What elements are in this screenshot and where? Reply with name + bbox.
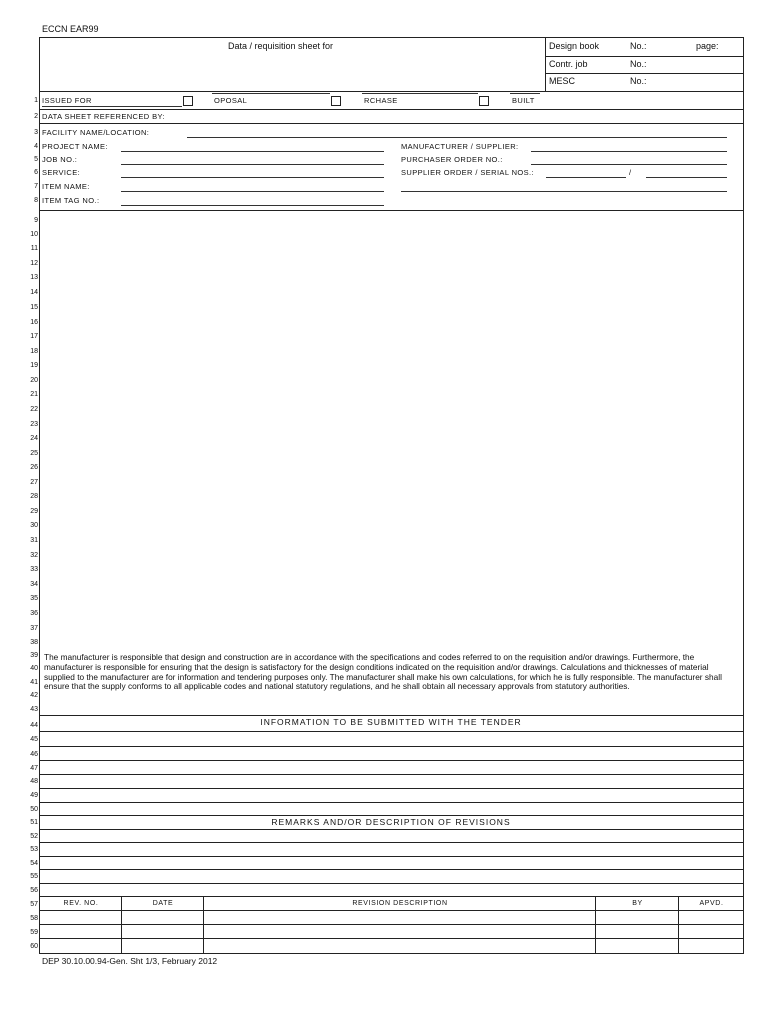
line-number: 15: [30, 304, 38, 311]
line-number: 54: [30, 860, 38, 867]
line-number: 21: [30, 391, 38, 398]
revision-description-header: REVISION DESCRIPTION: [352, 900, 448, 907]
line-number: 46: [30, 751, 38, 758]
line-number: 50: [30, 806, 38, 813]
project-name-field[interactable]: [121, 151, 384, 152]
line-number: 34: [30, 581, 38, 588]
line-number: 56: [30, 887, 38, 894]
line-number: 38: [30, 639, 38, 646]
manufacturer-field[interactable]: [531, 151, 727, 152]
date-header: DATE: [152, 900, 174, 907]
as-built-label: BUILT: [512, 96, 535, 105]
line-number: 14: [30, 289, 38, 296]
by-header: BY: [632, 900, 643, 907]
job-no-field[interactable]: [121, 164, 384, 165]
purchaser-order-label: PURCHASER ORDER NO.:: [401, 155, 503, 164]
line-number: 13: [30, 274, 38, 281]
line-number: 39: [30, 652, 38, 659]
line-number: 43: [30, 706, 38, 713]
item-tag-field[interactable]: [121, 205, 384, 206]
line-number: 3: [34, 129, 38, 136]
line-number: 41: [30, 679, 38, 686]
facility-label: FACILITY NAME/LOCATION:: [42, 128, 150, 137]
line-number: 29: [30, 508, 38, 515]
line-number: 30: [30, 522, 38, 529]
line-number: 27: [30, 479, 38, 486]
page-label: page:: [696, 41, 719, 51]
line-number: 10: [30, 231, 38, 238]
line-number: 44: [30, 722, 38, 729]
line-number: 4: [34, 143, 38, 150]
item-name-label: ITEM NAME:: [42, 182, 90, 191]
issued-for-label: ISSUED FOR: [42, 96, 92, 105]
mesc-label: MESC: [549, 76, 576, 86]
line-number: 22: [30, 406, 38, 413]
purchaser-order-field[interactable]: [531, 164, 727, 165]
project-name-label: PROJECT NAME:: [42, 142, 108, 151]
document-reference: DEP 30.10.00.94-Gen. Sht 1/3, February 2012: [42, 956, 218, 966]
design-book-no-label: No.:: [630, 41, 647, 51]
line-number: 60: [30, 943, 38, 950]
line-number: 49: [30, 792, 38, 799]
line-number: 36: [30, 610, 38, 617]
line-number: 53: [30, 846, 38, 853]
remarks-section-title: REMARKS AND/OR DESCRIPTION OF REVISIONS: [271, 817, 511, 827]
line-number: 40: [30, 665, 38, 672]
line-number: 52: [30, 833, 38, 840]
line-number: 20: [30, 377, 38, 384]
as-built-checkbox[interactable]: [479, 96, 489, 106]
contr-job-label: Contr. job: [549, 59, 588, 69]
line-number: 17: [30, 333, 38, 340]
proposal-checkbox[interactable]: [183, 96, 193, 106]
line-number: 33: [30, 566, 38, 573]
line-number: 8: [34, 197, 38, 204]
manufacturer-label: MANUFACTURER / SUPPLIER:: [401, 142, 519, 151]
line-number: 1: [34, 97, 38, 104]
tender-section-title: INFORMATION TO BE SUBMITTED WITH THE TENDER: [260, 717, 522, 727]
purchase-label: RCHASE: [364, 96, 398, 105]
data-sheet-ref-label: DATA SHEET REFERENCED BY:: [42, 112, 165, 121]
line-number: 57: [30, 901, 38, 908]
line-number: 35: [30, 595, 38, 602]
facility-field[interactable]: [187, 137, 727, 138]
job-no-label: JOB NO.:: [42, 155, 78, 164]
mesc-no-label: No.:: [630, 76, 647, 86]
line-number: 55: [30, 873, 38, 880]
service-label: SERVICE:: [42, 168, 81, 177]
supplier-order-field[interactable]: [546, 177, 626, 178]
line-number: 2: [34, 113, 38, 120]
serial-nos-field[interactable]: [646, 177, 727, 178]
line-number: 58: [30, 915, 38, 922]
line-number: 23: [30, 421, 38, 428]
apvd-header: APVD.: [699, 900, 724, 907]
sheet-title: Data / requisition sheet for: [228, 41, 334, 51]
line-number: 18: [30, 348, 38, 355]
design-book-label: Design book: [549, 41, 600, 51]
line-number: 11: [30, 245, 38, 252]
proposal-label: OPOSAL: [214, 96, 248, 105]
supplier-order-label: SUPPLIER ORDER / SERIAL NOS.:: [401, 168, 535, 177]
line-number: 51: [30, 819, 38, 826]
eccn-label: ECCN EAR99: [42, 24, 99, 34]
service-field[interactable]: [121, 177, 384, 178]
line-number: 16: [30, 319, 38, 326]
line-number: 42: [30, 692, 38, 699]
line-number: 25: [30, 450, 38, 457]
line-number: 31: [30, 537, 38, 544]
line-number: 28: [30, 493, 38, 500]
line-number: 9: [34, 217, 38, 224]
line-number: 59: [30, 929, 38, 936]
line-number: 37: [30, 625, 38, 632]
line-number: 48: [30, 778, 38, 785]
rev-no-header: REV. NO.: [63, 900, 99, 907]
manufacturer-extra-field[interactable]: [401, 191, 727, 192]
line-number: 24: [30, 435, 38, 442]
line-number: 47: [30, 765, 38, 772]
contr-job-no-label: No.:: [630, 59, 647, 69]
purchase-checkbox[interactable]: [331, 96, 341, 106]
manufacturer-disclaimer: The manufacturer is responsible that design and construction are in accordance with the specifications and codes referred to on the requisition and/or drawings. Furthermore, the manufacturer is responsible for ensuring that the design is satisfactory for the design conditions indicated on the requisition and/or drawings. Calculations and thicknesses of material supplied to the manufacturer are for information and tendering purposes only. The manufacturer shall make his own calculations, for which he is fully responsible. The manufacturer shall ensure that the supply conforms to all applicable codes and national statutory regulations, and he shall obtain all necessary approvals from statutory authorities.: [44, 652, 722, 692]
line-number: 5: [34, 156, 38, 163]
line-number: 7: [34, 183, 38, 190]
line-number: 12: [30, 260, 38, 267]
line-number: 26: [30, 464, 38, 471]
line-number: 6: [34, 169, 38, 176]
line-number: 45: [30, 736, 38, 743]
item-tag-label: ITEM TAG NO.:: [42, 196, 100, 205]
item-name-field[interactable]: [121, 191, 384, 192]
supplier-order-slash: /: [629, 168, 632, 177]
line-number: 32: [30, 552, 38, 559]
line-number: 19: [30, 362, 38, 369]
